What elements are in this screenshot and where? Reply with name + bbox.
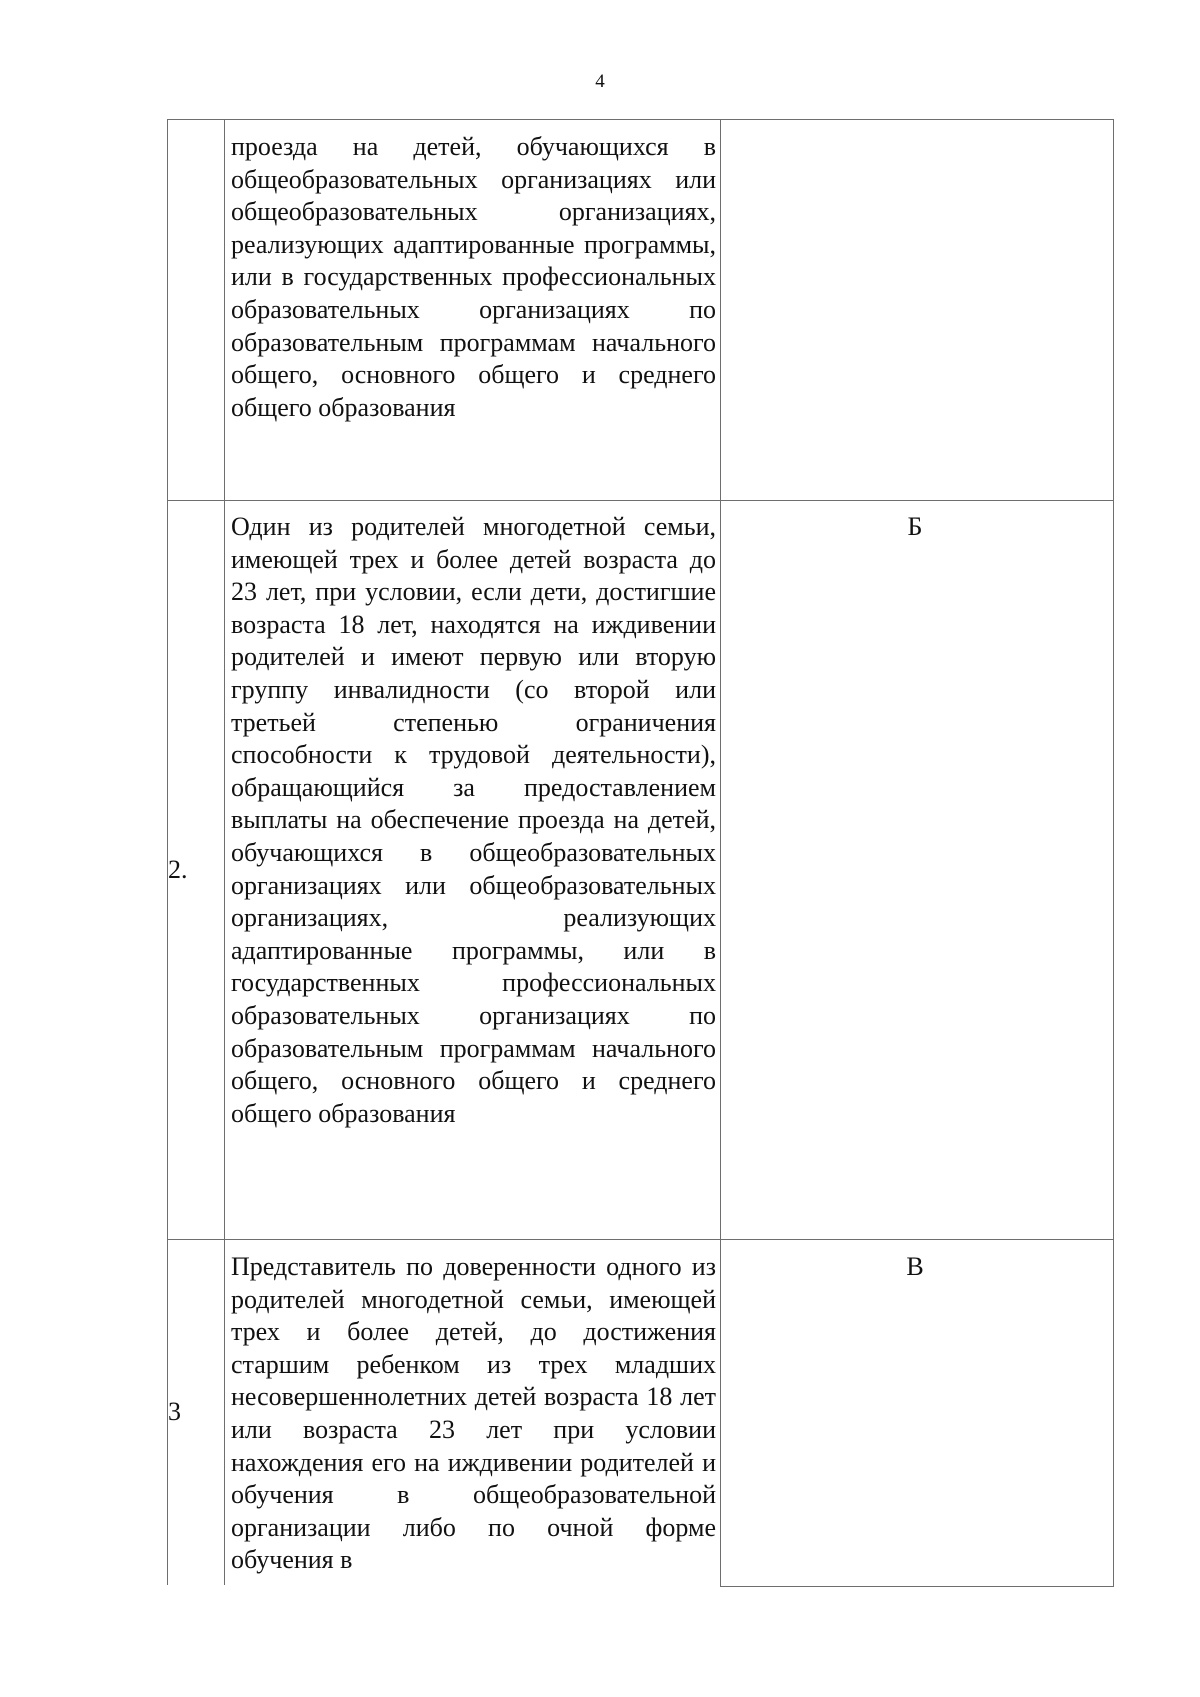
table-border-col1: [224, 119, 225, 1585]
table-row-code: Б: [907, 512, 923, 541]
table-row-divider-2: [167, 1239, 1114, 1240]
table-border-left: [167, 119, 168, 1585]
table-row-number: 3: [168, 1397, 181, 1426]
table-row-description: проезда на детей, обучающихся в общеобразовательных организациях или общеобразовательных организациях, реализующих адаптированные программы, или в государственных профессиональных образовательных организациях по образовательным программам начального общего, основного общего и среднего общего образования: [231, 132, 716, 422]
table-row-code: В: [906, 1252, 924, 1281]
table-border-bottom-col3: [720, 1586, 1114, 1587]
table-border-col2: [720, 119, 721, 1587]
table-row-divider-1: [167, 500, 1114, 501]
table-row-number: 2.: [168, 855, 188, 884]
table-row-description: Представитель по доверенности одного из родителей многодетной семьи, имеющей трех и более детей, до достижения старшим ребенком из трех младших несовершеннолетних детей возраста 18 лет или возраста 23 лет при условии нахождения его на иждивении родителей и обучения в общеобразовательной организации либо по очной форме обучения в: [231, 1252, 716, 1575]
table-border-right: [1113, 119, 1114, 1587]
page-number: 4: [595, 71, 605, 92]
table-border-top: [167, 119, 1114, 120]
table-row-description: Один из родителей многодетной семьи, имеющей трех и более детей возраста до 23 лет, при условии, если дети, достигшие возраста 18 лет, находятся на иждивении родителей и имеют первую или вторую группу инвалидности (со второй или третьей степенью ограничения способности к трудовой деятельности), обращающийся за предоставлением выплаты на обеспечение проезда на детей, обучающихся в общеобразовательных организациях или общеобразовательных организациях, реализующих адаптированные программы, или в государственных профессиональных образовательных организациях по образовательным программам начального общего, основного общего и среднего общего образования: [231, 512, 716, 1128]
